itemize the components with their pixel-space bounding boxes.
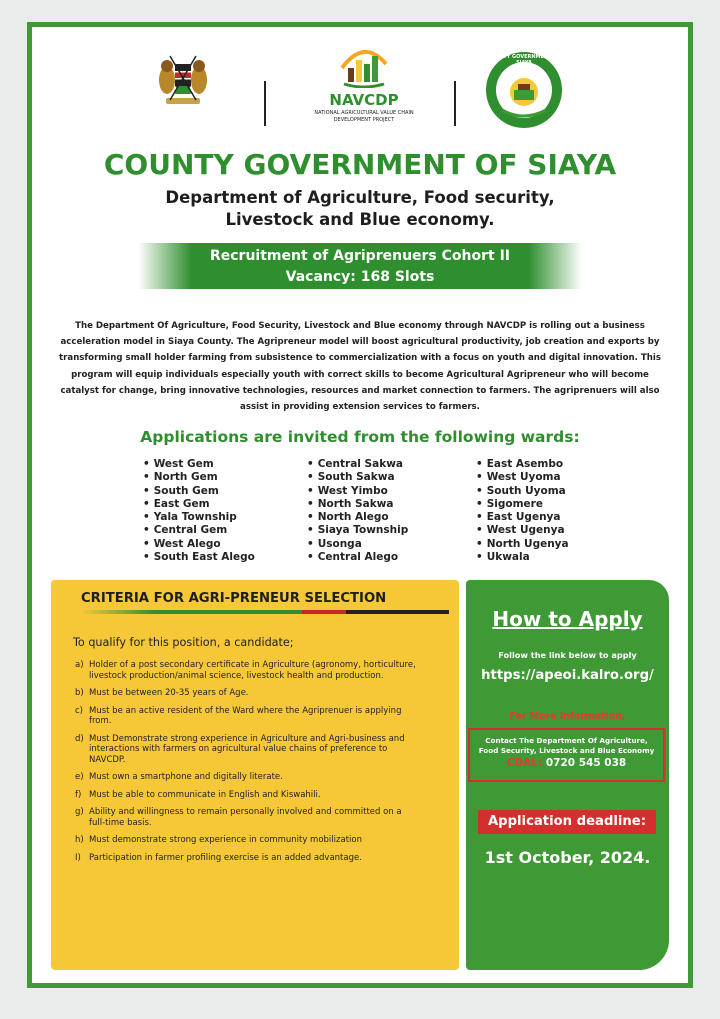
criteria-letter: c)	[75, 705, 83, 716]
ward-item: • Ukwala	[476, 551, 569, 564]
ward-item: • East Asembo	[476, 458, 569, 471]
criteria-text: Holder of a post secondary certificate in Agriculture (agronomy, horticulture, livestock production/animal science, livestock health and production.	[89, 660, 416, 681]
ward-item: • South Uyoma	[476, 485, 569, 498]
criteria-item	[75, 688, 420, 699]
ward-item: • South Sakwa	[307, 471, 408, 484]
contact-box	[468, 728, 665, 782]
ward-item: • Sigomere	[476, 498, 569, 511]
apply-link[interactable]: https://apeoi.kalro.org/	[481, 668, 654, 683]
ward-item: • West Ugenya	[476, 524, 569, 537]
ward-item: • North Alego	[307, 511, 408, 524]
criteria-letter: a)	[75, 660, 84, 670]
wards-column-1	[143, 458, 255, 564]
department-line-1: Department of Agriculture, Food security,	[165, 188, 555, 207]
criteria-item	[75, 772, 420, 783]
criteria-panel	[51, 580, 459, 970]
ward-item: • East Ugenya	[476, 511, 569, 524]
kenya-coat-of-arms-icon	[158, 50, 208, 110]
ward-item: • South Gem	[143, 485, 255, 498]
ward-item: • East Gem	[143, 498, 255, 511]
contact-line-2: Food Security, Livestock and Blue Economy	[478, 745, 655, 755]
how-to-apply-heading: How to Apply	[492, 607, 643, 631]
ward-item: • Central Sakwa	[307, 458, 408, 471]
cdal-label: CDAL:	[506, 757, 543, 769]
ward-item: • North Ugenya	[476, 538, 569, 551]
recruitment-banner	[138, 243, 582, 289]
criteria-item	[75, 835, 420, 846]
navcdp-name: NAVCDP	[329, 91, 399, 109]
criteria-item	[75, 706, 420, 727]
criteria-item	[75, 734, 420, 766]
logo-separator	[264, 81, 266, 126]
criteria-text: Must own a smartphone and digitally literate.	[89, 772, 283, 782]
logo-row	[0, 36, 720, 136]
cdal-phone[interactable]: 0720 545 038	[545, 757, 627, 769]
criteria-letter: e)	[75, 772, 84, 782]
follow-link-text: Follow the link below to apply	[498, 650, 637, 660]
criteria-letter: g)	[75, 807, 84, 817]
criteria-letter: d)	[75, 733, 84, 744]
criteria-text: Must be able to communicate in English and Kiswahili.	[89, 789, 321, 800]
criteria-text: Ability and willingness to remain personally involved and committed on a full-time basis.	[89, 807, 402, 828]
criteria-text: Must demonstrate strong experience in community mobilization	[89, 835, 362, 845]
ward-item: • West Yimbo	[307, 485, 408, 498]
ward-item: • Yala Township	[143, 511, 255, 524]
deadline-label: Application deadline:	[478, 810, 656, 834]
criteria-text: Must Demonstrate strong experience in Agriculture and Agri-business and interactions with farmers on agricultural value chains of preference to NAVCDP.	[89, 733, 405, 765]
criteria-text: Participation in farmer profiling exercise is an added advantage.	[89, 852, 362, 863]
ward-item: • North Gem	[143, 471, 255, 484]
banner-line-2: Vacancy: 168 Slots	[285, 269, 435, 285]
qualify-intro: To qualify for this position, a candidate;	[73, 636, 294, 649]
ward-item: • West Gem	[143, 458, 255, 471]
criteria-heading: CRITERIA FOR AGRI-PRENEUR SELECTION	[81, 591, 387, 606]
criteria-text: Must be between 20-35 years of Age.	[89, 688, 249, 698]
criteria-item	[75, 660, 420, 681]
criteria-item	[75, 807, 420, 828]
ward-item: • Central Gem	[143, 524, 255, 537]
how-to-apply-panel	[466, 580, 669, 970]
criteria-item	[75, 853, 420, 864]
ward-item: • South East Alego	[143, 551, 255, 564]
ward-item: • Usonga	[307, 538, 408, 551]
more-info-text: For More Information,	[509, 711, 626, 722]
criteria-letter: f)	[75, 789, 82, 800]
criteria-letter: h)	[75, 835, 84, 845]
cdal-contact	[470, 759, 663, 769]
applications-heading: Applications are invited from the following wards:	[140, 428, 580, 446]
criteria-list	[75, 660, 420, 870]
wards-column-2	[307, 458, 408, 564]
ward-item: • West Alego	[143, 538, 255, 551]
wards-column-3	[476, 458, 569, 564]
page-title: COUNTY GOVERNMENT OF SIAYA	[103, 148, 617, 181]
intro-paragraph: The Department Of Agriculture, Food Security, Livestock and Blue economy through NAVCDP is rolling out a business acceleration model in Siaya County. The Agripreneur model will boost agricultural productivity, job creation and exports by transforming small holder farming from subsistence to commercialization with a focus on youth and digital innovation. This program will equip individuals especially youth with correct skills to become Agricultural Agripreneur who will become catalyst for change, bring innovative technologies, resources and market connection to farmers. The agriprenuers will also assist in providing extension services to farmers.	[59, 321, 661, 413]
ward-item: • Central Alego	[307, 551, 408, 564]
logo-separator	[454, 81, 456, 126]
navcdp-logo-icon	[340, 44, 388, 88]
deadline-date: 1st October, 2024.	[484, 848, 651, 867]
banner-line-1: Recruitment of Agriprenuers Cohort II	[209, 248, 511, 264]
contact-line-1: Contact The Department Of Agriculture,	[485, 736, 648, 745]
department-line-2: Livestock and Blue economy.	[225, 210, 495, 229]
ward-item: • Siaya Township	[307, 524, 408, 537]
department-heading	[0, 187, 720, 231]
criteria-underline	[81, 610, 449, 614]
criteria-item	[75, 790, 420, 801]
county-seal-text: COUNTY GOVERNMENT OF SIAYA	[487, 54, 561, 66]
criteria-letter: b)	[75, 688, 84, 698]
criteria-letter: I)	[75, 852, 81, 863]
ward-item: • West Uyoma	[476, 471, 569, 484]
navcdp-full-name: NATIONAL AGRICULTURAL VALUE CHAIN DEVELOPMENT PROJECT	[314, 110, 414, 123]
ward-item: • North Sakwa	[307, 498, 408, 511]
criteria-text: Must be an active resident of the Ward where the Agriprenuer is applying from.	[89, 705, 402, 726]
